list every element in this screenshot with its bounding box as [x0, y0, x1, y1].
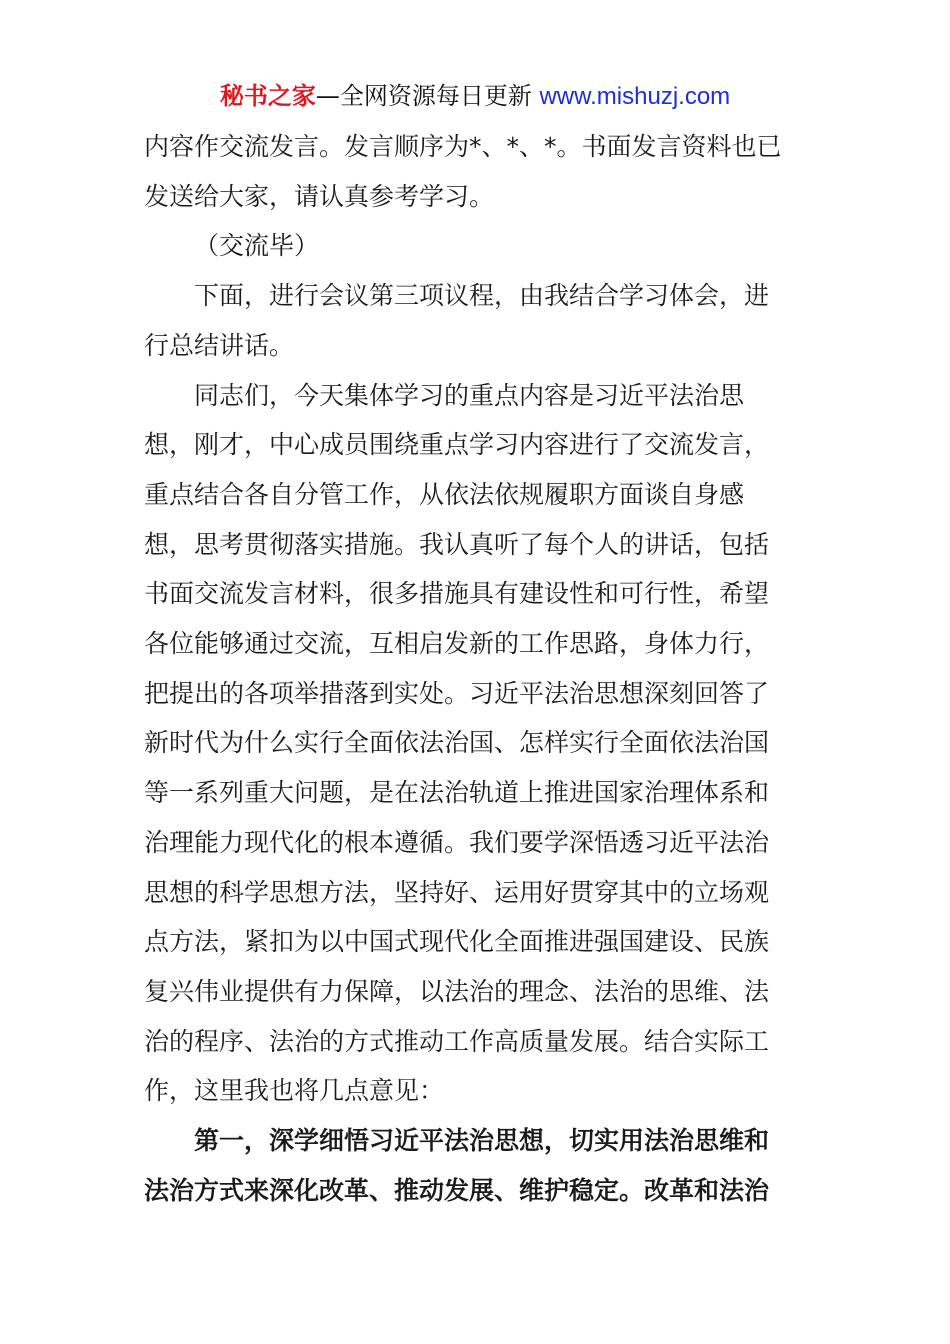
text-line: 法治方式来深化改革、推动发展、维护稳定。改革和法治 — [144, 1175, 770, 1205]
text-line: 内容作交流发言。发言顺序为*、*、*。书面发言资料也已 — [144, 132, 782, 161]
site-brand: 秘书之家 — [219, 82, 316, 110]
site-tagline: —全网资源每日更新 — [315, 82, 540, 110]
text-line: 重点结合各自分管工作，从依法依规履职方面谈自身感 — [144, 479, 745, 509]
text-line: 发送给大家，请认真参考学习。 — [144, 181, 495, 211]
text-line: 等一系列重大问题，是在法治轨道上推进国家治理体系和 — [144, 778, 770, 808]
text-line: 复兴伟业提供有力保障，以法治的理念、法治的思维、法 — [144, 976, 770, 1006]
site-url-link[interactable]: www.mishuzj.com — [539, 83, 731, 110]
paragraph-first-line: 下面，进行会议第三项议程，由我结合学习体会，进 — [194, 281, 770, 311]
text-line: 新时代为什么实行全面依法治国、怎样实行全面依法治国 — [144, 728, 770, 758]
text-line: 思想的科学思想方法，坚持好、运用好贯穿其中的立场观 — [144, 877, 770, 907]
text-line: 治理能力现代化的根本遵循。我们要学深悟透习近平法治 — [144, 827, 770, 857]
text-line: 想，刚才，中心成员围绕重点学习内容进行了交流发言， — [144, 430, 770, 460]
paragraph-first-line: 第一，深学细悟习近平法治思想，切实用法治思维和 — [194, 1126, 770, 1155]
text-line: 点方法，紧扣为以中国式现代化全面推进强国建设、民族 — [144, 927, 770, 957]
text-line: 作，这里我也将几点意见： — [144, 1076, 445, 1106]
paragraph-first-line: （交流毕） — [194, 231, 320, 261]
text-line: 想，思考贯彻落实措施。我认真听了每个人的讲话，包括 — [144, 529, 770, 559]
paragraph-first-line: 同志们，今天集体学习的重点内容是习近平法治思 — [194, 380, 745, 410]
text-line: 把提出的各项举措落到实处。习近平法治思想深刻回答了 — [144, 678, 770, 708]
site-header — [0, 80, 950, 113]
text-line: 治的程序、法治的方式推动工作高质量发展。结合实际工 — [144, 1026, 770, 1056]
text-line: 书面交流发言材料，很多措施具有建设性和可行性，希望 — [144, 579, 770, 609]
text-line: 各位能够通过交流，互相启发新的工作思路，身体力行， — [144, 629, 770, 658]
text-line: 行总结讲话。 — [144, 330, 295, 360]
